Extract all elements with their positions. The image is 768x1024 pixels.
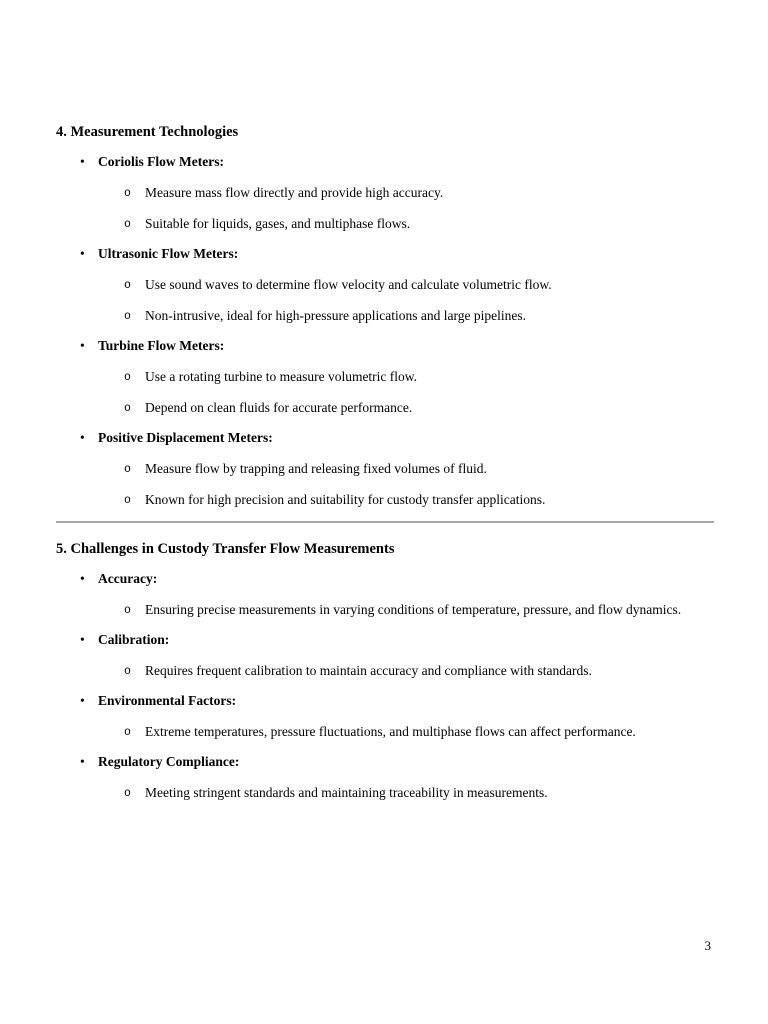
bullet-icon: • — [80, 571, 85, 586]
bullet-icon: • — [80, 693, 85, 708]
sub-list-item-text: Requires frequent calibration to maintain accuracy and compliance with standards. — [145, 663, 592, 678]
sections-container — [56, 123, 714, 802]
sub-list-item-text: Use a rotating turbine to measure volumetric flow. — [145, 369, 418, 384]
list-item-label: Coriolis Flow Meters: — [98, 154, 224, 169]
section-heading: 5. Challenges in Custody Transfer Flow Measurements — [56, 541, 395, 557]
sub-bullet-list — [56, 367, 714, 417]
list-item — [56, 429, 714, 509]
sub-bullet-list — [56, 275, 714, 325]
section-heading: 4. Measurement Technologies — [56, 124, 239, 140]
sub-list-item — [56, 214, 714, 233]
sub-list-item-text: Measure mass flow directly and provide high accuracy. — [145, 185, 444, 200]
sub-bullet-list — [56, 459, 714, 509]
sub-list-item — [56, 275, 714, 294]
sub-list-item — [56, 183, 714, 202]
sub-list-item — [56, 367, 714, 386]
sub-bullet-list — [56, 600, 714, 619]
bullet-list — [56, 153, 714, 509]
sub-list-item — [56, 306, 714, 325]
bullet-icon: • — [80, 154, 85, 169]
list-item — [56, 245, 714, 325]
circle-bullet-icon: o — [124, 604, 131, 617]
list-item — [56, 337, 714, 417]
sub-list-item — [56, 783, 714, 802]
list-item — [56, 570, 714, 619]
sub-list-item — [56, 459, 714, 478]
list-item-label: Environmental Factors: — [98, 693, 237, 708]
sub-bullet-list — [56, 783, 714, 802]
bullet-list — [56, 570, 714, 802]
sub-bullet-list — [56, 183, 714, 233]
sub-list-item-text: Known for high precision and suitability for custody transfer applications. — [145, 492, 546, 507]
sub-list-item-text: Non-intrusive, ideal for high-pressure applications and large pipelines. — [145, 308, 527, 323]
sub-list-item-text: Ensuring precise measurements in varying conditions of temperature, pressure, and flow dynamics. — [145, 602, 682, 617]
sub-list-item — [56, 661, 714, 680]
circle-bullet-icon: o — [124, 494, 131, 507]
circle-bullet-icon: o — [124, 218, 131, 231]
sub-list-item-text: Depend on clean fluids for accurate performance. — [145, 400, 413, 415]
circle-bullet-icon: o — [124, 463, 131, 476]
list-item-label: Accuracy: — [98, 571, 158, 586]
list-item-label: Ultrasonic Flow Meters: — [98, 246, 239, 261]
list-item-label: Regulatory Compliance: — [98, 754, 240, 769]
circle-bullet-icon: o — [124, 371, 131, 384]
bullet-icon: • — [80, 338, 85, 353]
document-section — [56, 540, 714, 802]
sub-list-item — [56, 600, 714, 619]
sub-list-item-text: Use sound waves to determine flow velocity and calculate volumetric flow. — [145, 277, 552, 292]
circle-bullet-icon: o — [124, 279, 131, 292]
sub-list-item-text: Meeting stringent standards and maintaining traceability in measurements. — [145, 785, 548, 800]
bullet-icon: • — [80, 430, 85, 445]
circle-bullet-icon: o — [124, 402, 131, 415]
sub-bullet-list — [56, 661, 714, 680]
list-item-label: Positive Displacement Meters: — [98, 430, 273, 445]
sub-bullet-list — [56, 722, 714, 741]
circle-bullet-icon: o — [124, 787, 131, 800]
list-item-label: Turbine Flow Meters: — [98, 338, 225, 353]
document-section — [56, 123, 714, 509]
sub-list-item — [56, 722, 714, 741]
document-content — [56, 123, 714, 814]
list-item — [56, 631, 714, 680]
page-number: 3 — [704, 938, 711, 953]
circle-bullet-icon: o — [124, 187, 131, 200]
sub-list-item-text: Extreme temperatures, pressure fluctuations, and multiphase flows can affect performance. — [145, 724, 636, 739]
circle-bullet-icon: o — [124, 726, 131, 739]
bullet-icon: • — [80, 754, 85, 769]
bullet-icon: • — [80, 632, 85, 647]
sub-list-item-text: Suitable for liquids, gases, and multiphase flows. — [145, 216, 411, 231]
sub-list-item-text: Measure flow by trapping and releasing fixed volumes of fluid. — [145, 461, 487, 476]
circle-bullet-icon: o — [124, 665, 131, 678]
list-item — [56, 692, 714, 741]
list-item — [56, 153, 714, 233]
bullet-icon: • — [80, 246, 85, 261]
sub-list-item — [56, 490, 714, 509]
list-item-label: Calibration: — [98, 632, 170, 647]
circle-bullet-icon: o — [124, 310, 131, 323]
sub-list-item — [56, 398, 714, 417]
section-divider — [56, 521, 714, 523]
list-item — [56, 753, 714, 802]
